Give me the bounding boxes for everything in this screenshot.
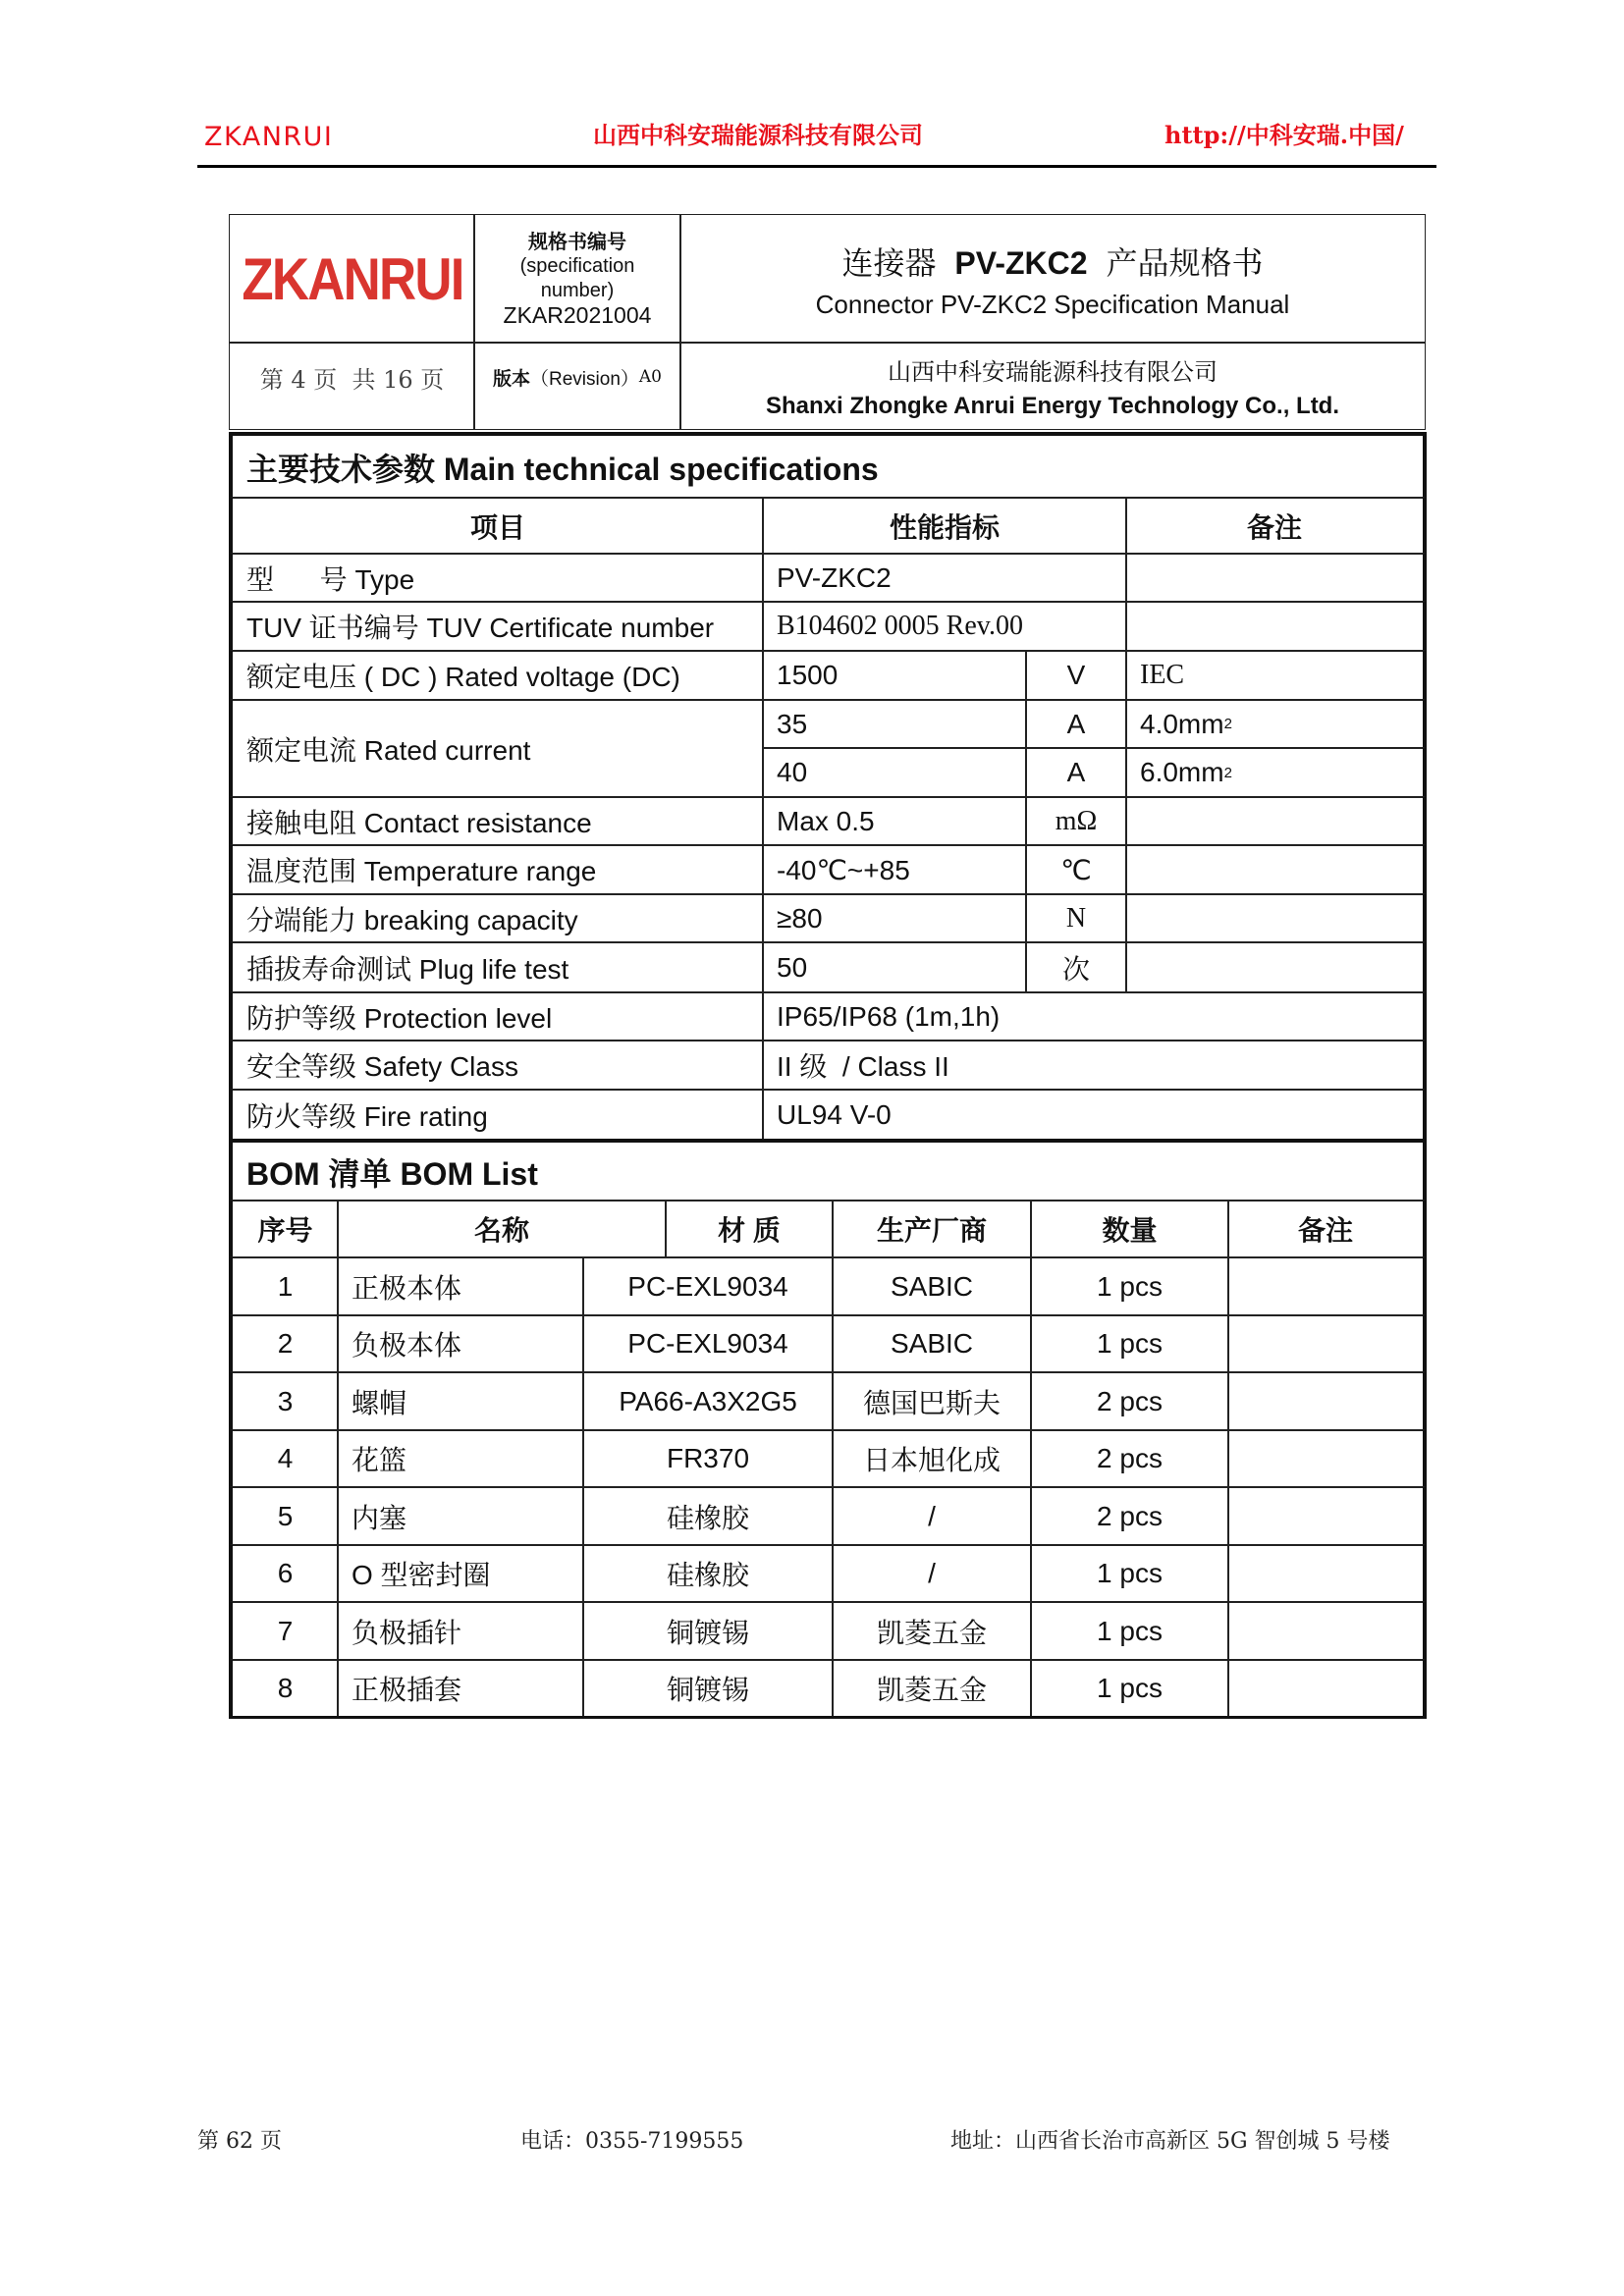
spec-unit: V: [1025, 650, 1127, 701]
bom-cell-no: 7: [229, 1601, 339, 1661]
bom-cell-name: 负极本体: [337, 1314, 584, 1373]
spec-item: 分端能力 breaking capacity: [229, 893, 764, 943]
bom-cell-maker: 凯菱五金: [832, 1659, 1032, 1718]
bom-cell-material: PA66-A3X2G5: [582, 1371, 834, 1431]
spec-value: IP65/IP68 (1m,1h): [762, 991, 1427, 1041]
bom-cell-name: 螺帽: [337, 1371, 584, 1431]
bom-cell-note: [1227, 1659, 1427, 1718]
header-url[interactable]: http://中科安瑞.中国/: [1164, 121, 1404, 149]
revision-label-cn: 版本: [493, 368, 531, 390]
spec-label-en-1: (specification: [519, 255, 635, 277]
spec-value: UL94 V-0: [762, 1089, 1427, 1141]
bom-cell-material: 铜镀锡: [582, 1601, 834, 1661]
spec-unit: mΩ: [1025, 796, 1127, 846]
spec-unit: A: [1025, 699, 1127, 749]
spec-note: [1125, 941, 1427, 993]
bom-cell-maker: 日本旭化成: [832, 1429, 1032, 1488]
spec-note: [1125, 893, 1427, 943]
spec-value: II 级 / Class II: [762, 1040, 1427, 1091]
spec-item: 安全等级 Safety Class: [229, 1040, 764, 1091]
bom-cell-qty: 2 pcs: [1030, 1371, 1229, 1431]
bom-cell-name: 正极本体: [337, 1256, 584, 1316]
spec-item: 温度范围 Temperature range: [229, 844, 764, 895]
spec-item: 额定电压 ( DC ) Rated voltage (DC): [229, 650, 764, 701]
footer-page: 第 62 页: [197, 2129, 282, 2154]
specs-header-note: 备注: [1125, 497, 1427, 555]
revision-value: A0: [638, 367, 662, 387]
bom-bottom-border: [229, 1716, 1427, 1719]
title-model: PV-ZKC2: [954, 244, 1088, 281]
note-text: 4.0mm: [1140, 708, 1224, 739]
bom-cell-note: [1227, 1429, 1427, 1488]
note-sup: 2: [1223, 764, 1232, 781]
bom-cell-name: 正极插套: [337, 1659, 584, 1718]
page-info-cell: [229, 342, 475, 430]
bom-header-material: 材 质: [665, 1200, 834, 1258]
doc-title-en: Connector PV-ZKC2 Specification Manual: [815, 289, 1290, 319]
spec-note: [1125, 553, 1427, 603]
bom-cell-maker: SABIC: [832, 1256, 1032, 1316]
bom-cell-note: [1227, 1314, 1427, 1373]
spec-unit: A: [1025, 747, 1127, 798]
company-en: Shanxi Zhongke Anrui Energy Technology Co., Ltd.: [765, 392, 1340, 419]
bom-cell-material: 硅橡胶: [582, 1486, 834, 1546]
note-sup: 2: [1223, 716, 1232, 732]
spec-value: 50: [762, 941, 1027, 993]
logo-cell: [229, 214, 475, 344]
bom-cell-maker: 德国巴斯夫: [832, 1371, 1032, 1431]
bom-cell-no: 5: [229, 1486, 339, 1546]
bom-cell-name: 负极插针: [337, 1601, 584, 1661]
title-prefix: 连接器: [841, 244, 937, 281]
spec-value: 40: [762, 747, 1027, 798]
header-company: 山西中科安瑞能源科技有限公司: [593, 121, 923, 149]
spec-value: -40℃~+85: [762, 844, 1027, 895]
header-divider: [197, 165, 1436, 168]
spec-note: [1125, 796, 1427, 846]
specs-section-title: 主要技术参数 Main technical specifications: [229, 432, 1427, 499]
spec-note: IEC: [1125, 650, 1427, 701]
bom-cell-material: PC-EXL9034: [582, 1256, 834, 1316]
spec-value: Max 0.5: [762, 796, 1027, 846]
bom-cell-maker: 凯菱五金: [832, 1601, 1032, 1661]
company-logo: ZKANRUI: [241, 245, 463, 312]
spec-note: [1125, 844, 1427, 895]
bom-cell-qty: 2 pcs: [1030, 1486, 1229, 1546]
spec-note: [1125, 699, 1427, 749]
specs-header-value: 性能指标: [762, 497, 1127, 555]
bom-cell-name: 花篮: [337, 1429, 584, 1488]
spec-note: [1125, 747, 1427, 798]
bom-cell-material: 铜镀锡: [582, 1659, 834, 1718]
doc-title-cn: [842, 239, 1264, 284]
bom-cell-no: 6: [229, 1544, 339, 1603]
bom-cell-material: FR370: [582, 1429, 834, 1488]
footer-address: 地址：山西省长治市高新区 5G 智创城 5 号楼: [950, 2129, 1390, 2154]
bom-cell-no: 4: [229, 1429, 339, 1488]
spec-item: 型 号 Type: [229, 553, 764, 603]
bom-cell-qty: 1 pcs: [1030, 1659, 1229, 1718]
note-text: 6.0mm: [1140, 757, 1224, 787]
revision-cell: [473, 342, 681, 430]
bom-cell-no: 3: [229, 1371, 339, 1431]
bom-cell-material: PC-EXL9034: [582, 1314, 834, 1373]
bom-cell-note: [1227, 1544, 1427, 1603]
spec-item: 防护等级 Protection level: [229, 991, 764, 1041]
bom-header-maker: 生产厂商: [832, 1200, 1032, 1258]
bom-cell-qty: 1 pcs: [1030, 1601, 1229, 1661]
footer-phone: 电话：0355-7199555: [520, 2129, 744, 2154]
bom-cell-note: [1227, 1256, 1427, 1316]
bom-header-qty: 数量: [1030, 1200, 1229, 1258]
spec-item: 额定电流 Rated current: [229, 699, 764, 798]
spec-number-cell: [473, 214, 681, 344]
bom-cell-name: 内塞: [337, 1486, 584, 1546]
specs-header-item: 项目: [229, 497, 764, 555]
doc-title-cell: [679, 214, 1426, 344]
bom-cell-name: O 型密封圈: [337, 1544, 584, 1603]
title-suffix: 产品规格书: [1106, 244, 1264, 281]
bom-cell-maker: /: [832, 1544, 1032, 1603]
bom-header-name: 名称: [337, 1200, 667, 1258]
spec-value: PV-ZKC2: [762, 553, 1127, 603]
spec-value: B104602 0005 Rev.00: [762, 601, 1127, 652]
spec-value: 35: [762, 699, 1027, 749]
bom-header-no: 序号: [229, 1200, 339, 1258]
spec-value: ≥80: [762, 893, 1027, 943]
bom-cell-no: 2: [229, 1314, 339, 1373]
bom-cell-qty: 2 pcs: [1030, 1429, 1229, 1488]
bom-section-title: BOM 清单 BOM List: [229, 1139, 1427, 1201]
bom-header-note: 备注: [1227, 1200, 1427, 1258]
spec-note: [1125, 601, 1427, 652]
company-cn: 山西中科安瑞能源科技有限公司: [888, 358, 1218, 386]
spec-item: 防火等级 Fire rating: [229, 1089, 764, 1141]
spec-value: 1500: [762, 650, 1027, 701]
company-cell: [679, 342, 1426, 430]
spec-number: ZKAR2021004: [503, 302, 652, 328]
bom-cell-note: [1227, 1371, 1427, 1431]
header-brand: ZKANRUI: [204, 122, 334, 152]
spec-label-cn: 规格书编号: [528, 230, 626, 253]
bom-cell-maker: SABIC: [832, 1314, 1032, 1373]
bom-cell-material: 硅橡胶: [582, 1544, 834, 1603]
page-info: 第 4 页 共 16 页: [259, 365, 445, 394]
bom-cell-note: [1227, 1486, 1427, 1546]
spec-unit: N: [1025, 893, 1127, 943]
bom-cell-qty: 1 pcs: [1030, 1314, 1229, 1373]
bom-cell-qty: 1 pcs: [1030, 1256, 1229, 1316]
revision-label-en: （Revision）: [530, 368, 639, 390]
spec-label-en-2: number): [540, 280, 615, 301]
bom-cell-no: 1: [229, 1256, 339, 1316]
spec-item: TUV 证书编号 TUV Certificate number: [229, 601, 764, 652]
spec-unit: 次: [1025, 941, 1127, 993]
spec-item: 插拔寿命测试 Plug life test: [229, 941, 764, 993]
bom-cell-maker: /: [832, 1486, 1032, 1546]
bom-cell-qty: 1 pcs: [1030, 1544, 1229, 1603]
bom-cell-no: 8: [229, 1659, 339, 1718]
bom-cell-note: [1227, 1601, 1427, 1661]
spec-item: 接触电阻 Contact resistance: [229, 796, 764, 846]
spec-unit: ℃: [1025, 844, 1127, 895]
